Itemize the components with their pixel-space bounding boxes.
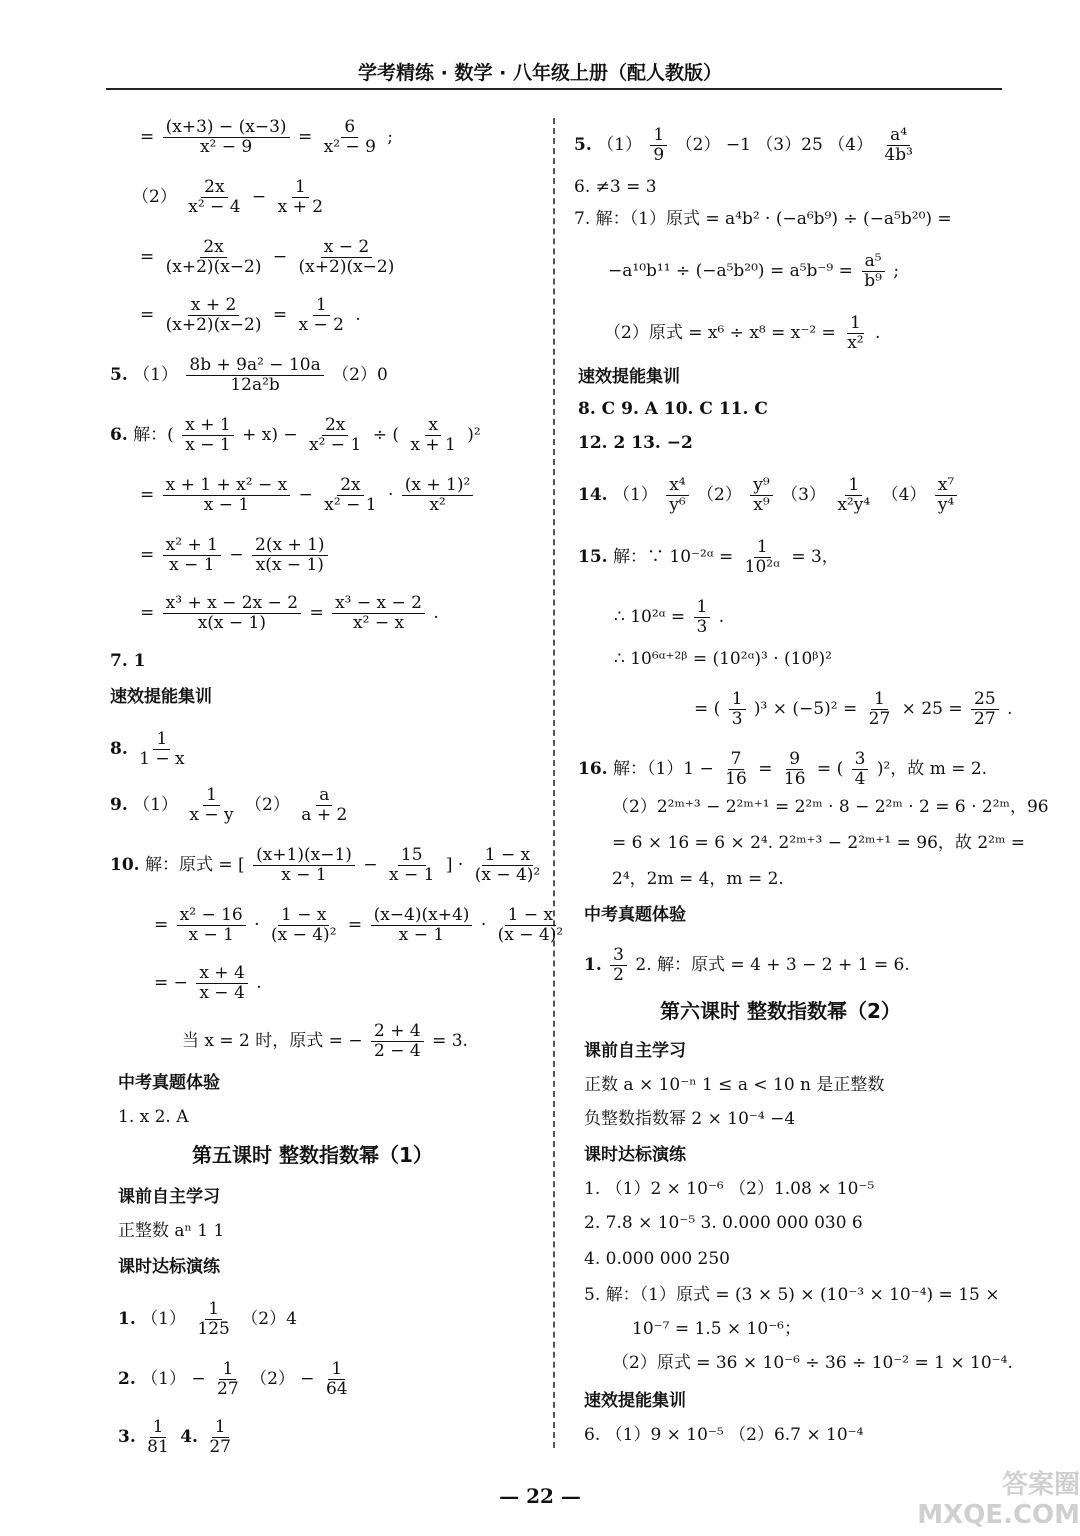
right-question-15-line-4: = ( $\frac{1}{3}$ )³ × (−5)² = $\frac{1}{27}$ × 25 = $\frac{25}{27}$ . [694,689,1013,729]
right-practice-4: 4. 0.000 000 250 [584,1249,730,1269]
right-question-16-line-2: （2）2²ᵐ⁺³ − 2²ᵐ⁺¹ = 2²ᵐ · 8 − 2²ᵐ · 2 = 6 · 2²ᵐ，96 [612,797,1049,817]
left-line-1: = $\frac{(x+3) - (x-3)}{\text{x² − 9}}$ = $\frac{6}{\text{x² − 9}}$ ; [140,117,394,157]
header-rule [106,88,1002,90]
left-line-4: = $\frac{x + 2}{(x+2)(x-2)}$ = $\frac{1}{x - 2}$ . [140,295,361,335]
right-practice-5-line-1: 5. 解：（1）原式 = (3 × 5) × (10⁻³ × 10⁻⁴) = 15 × [584,1285,1000,1305]
question-6-line-3: = $\frac{\text{x² + 1}}{x - 1}$ − $\frac{2(x + 1)}{x(x - 1)}$ [140,536,331,575]
right-question-7-line-1: 7. 解：（1）原式 = a⁴b² · (−a⁶b⁹) ÷ (−a⁵b²⁰) = [574,209,952,229]
right-question-16-line-1: 16. 解：（1）1 − $\frac{7}{16}$ = $\frac{9}{16}$ = ( $\frac{3}{4}$ )²，故 m = 2. [578,749,988,789]
question-7: 7. 1 [110,651,146,671]
preview-answers-left: 正整数 aⁿ 1 1 [118,1221,225,1241]
right-question-16-line-3: = 6 × 16 = 6 × 2⁴. 2²ᵐ⁺³ − 2²ᵐ⁺¹ = 96，故 2²ᵐ = [612,833,1026,853]
chapter-title-5: 第五课时 整数指数幂（1） [192,1143,433,1167]
section-heading-preview-left: 课前自主学习 [118,1187,220,1207]
practice-1: 1. （1） $\frac{1}{125}$ （2）4 [118,1299,297,1339]
question-10-line-4: 当 x = 2 时，原式 = − $\frac{2 + 4}{2 - 4}$ = 3. [182,1021,468,1061]
right-question-5: 5. （1） $\frac{1}{9}$ （2） −1 （3）25 （4） $\frac{\text{a⁴}}{\text{4b³}}$ [574,125,913,165]
page-header: 学考精练 · 数学 · 八年级上册（配人教版） [358,62,722,84]
question-10-line-2: = $\frac{\text{x² − 16}}{x - 1}$ · $\frac{1 - x}{\text{(x − 4)²}}$ = $\frac{(x-4)(x+4)}{x - 1}$ · $\frac{1 - x}{\text{(x − 4)²}}$ [154,905,564,945]
watermark [880,1470,1080,1536]
section-heading-practice-right: 课时达标演练 [584,1145,686,1165]
question-10-line-3: = − $\frac{x + 4}{x - 4}$ . [154,963,262,1003]
chapter-title-6: 第六课时 整数指数幂（2） [660,999,901,1023]
right-question-15-line-1: 15. 解：∵ 10⁻²ᵅ = $\frac{1}{\text{10²ᵅ}}$ = 3， [578,537,839,577]
practice-2: 2. （1） − $\frac{1}{27}$ （2） − $\frac{1}{64}$ [118,1359,348,1399]
right-question-15-line-3: ∴ 10⁶ᵅ⁺²ᵝ = (10²ᵅ)³ · (10ᵝ)² [614,649,832,669]
question-6-line-4: = $\frac{\text{x³ + x − 2x − 2}}{x(x - 1)}$ = $\frac{\text{x³ − x − 2}}{\text{x² − x}}$ . [140,593,439,633]
preview-answers-right-2: 负整数指数幂 2 × 10⁻⁴ −4 [584,1109,796,1129]
left-line-3: = $\frac{2x}{(x+2)(x-2)}$ − $\frac{x - 2}{(x+2)(x-2)}$ [140,237,395,277]
exam-answers-left: 1. x 2. A [118,1107,189,1127]
right-practice-6: 6. （1）9 × 10⁻⁵ （2）6.7 × 10⁻⁴ [584,1425,864,1445]
section-heading-exam-left: 中考真题体验 [118,1073,220,1093]
question-10-line-1: 10. 解：原式 = [ $\frac{(x+1)(x-1)}{x - 1}$ − $\frac{15}{x - 1}$ ] · $\frac{1 - x}{\text{(x − 4)²}}$ [110,845,541,885]
question-9: 9. （1） $\frac{1}{x - y}$ （2） $\frac{a}{a + 2}$ [110,785,348,825]
right-exam-answers: 1. $\frac{3}{2}$ 2. 解：原式 = 4 + 3 − 2 + 1 = 6. [584,945,910,985]
column-divider [553,118,555,1448]
question-6-line-2: = $\frac{\text{x + 1 + x² − x}}{x - 1}$ − $\frac{2x}{\text{x² − 1}}$ · $\frac{\text{(x + 1)²}}{\text{x²}}$ [140,476,476,515]
right-question-14: 14. （1） $\frac{\text{x⁴}}{\text{y⁶}}$ （2） $\frac{\text{y⁹}}{\text{x⁹}}$ （3） $\frac{1}{\text{x²y⁴}}$ （4） $\frac{\text{x⁷}}{\text{y⁴}}$ [578,476,960,515]
page-number: — 22 — [499,1484,581,1508]
section-heading-drill-right: 速效提能集训 [578,367,680,387]
right-practice-5-line-2: 10⁻⁷ = 1.5 × 10⁻⁶； [632,1319,801,1339]
section-heading-practice-left: 课时达标演练 [118,1257,220,1277]
right-answers-8-11: 8. C 9. A 10. C 11. C [578,399,768,419]
practice-3-4: 3. $\frac{1}{81}$ 4. $\frac{1}{27}$ [118,1417,231,1457]
right-practice-1: 1. （1）2 × 10⁻⁶ （2）1.08 × 10⁻⁵ [584,1179,875,1199]
section-heading-drill-left: 速效提能集训 [110,687,212,707]
right-practice-2-3: 2. 7.8 × 10⁻⁵ 3. 0.000 000 030 6 [584,1213,863,1233]
watermark-line-1: 答案圈 [1001,1470,1080,1500]
right-question-16-line-4: 2⁴，2m = 4，m = 2. [612,869,784,889]
section-heading-exam-right: 中考真题体验 [584,905,686,925]
question-5: 5. （1） $\frac{\text{8b + 9a² − 10a}}{\text{12a²b}}$ （2）0 [110,355,388,395]
right-question-15-line-2: ∴ 10²ᵅ = $\frac{1}{3}$ . [614,597,725,637]
question-8: 8. $\frac{1}{1 - x}$ [110,729,185,769]
right-question-6: 6. ≠3 = 3 [574,177,657,197]
question-6-line-1: 6. 解：( $\frac{x + 1}{x - 1}$ + x) − $\frac{2x}{\text{x² − 1}}$ ÷ ( $\frac{x}{x + 1}$ )² [110,415,481,455]
right-question-7-line-3: （2）原式 = x⁶ ÷ x⁸ = x⁻² = $\frac{1}{\text{x²}}$ . [604,313,881,353]
right-practice-5-line-3: （2）原式 = 36 × 10⁻⁶ ÷ 36 ÷ 10⁻² = 1 × 10⁻⁴. [612,1353,1013,1373]
preview-answers-right-1: 正数 a × 10⁻ⁿ 1 ≤ a < 10 n 是正整数 [584,1075,885,1095]
right-answers-12-13: 12. 2 13. −2 [578,433,693,453]
section-heading-preview-right: 课前自主学习 [584,1041,686,1061]
watermark-line-2: MXQE.COM [917,1500,1080,1530]
right-question-7-line-2: −a¹⁰b¹¹ ÷ (−a⁵b²⁰) = a⁵b⁻⁹ = $\frac{\text{a⁵}}{\text{b⁹}}$ ; [608,251,900,291]
section-heading-drill-right-2: 速效提能集训 [584,1391,686,1411]
left-line-2: （2） $\frac{2x}{\text{x² − 4}}$ − $\frac{1}{x + 2}$ [132,177,324,217]
